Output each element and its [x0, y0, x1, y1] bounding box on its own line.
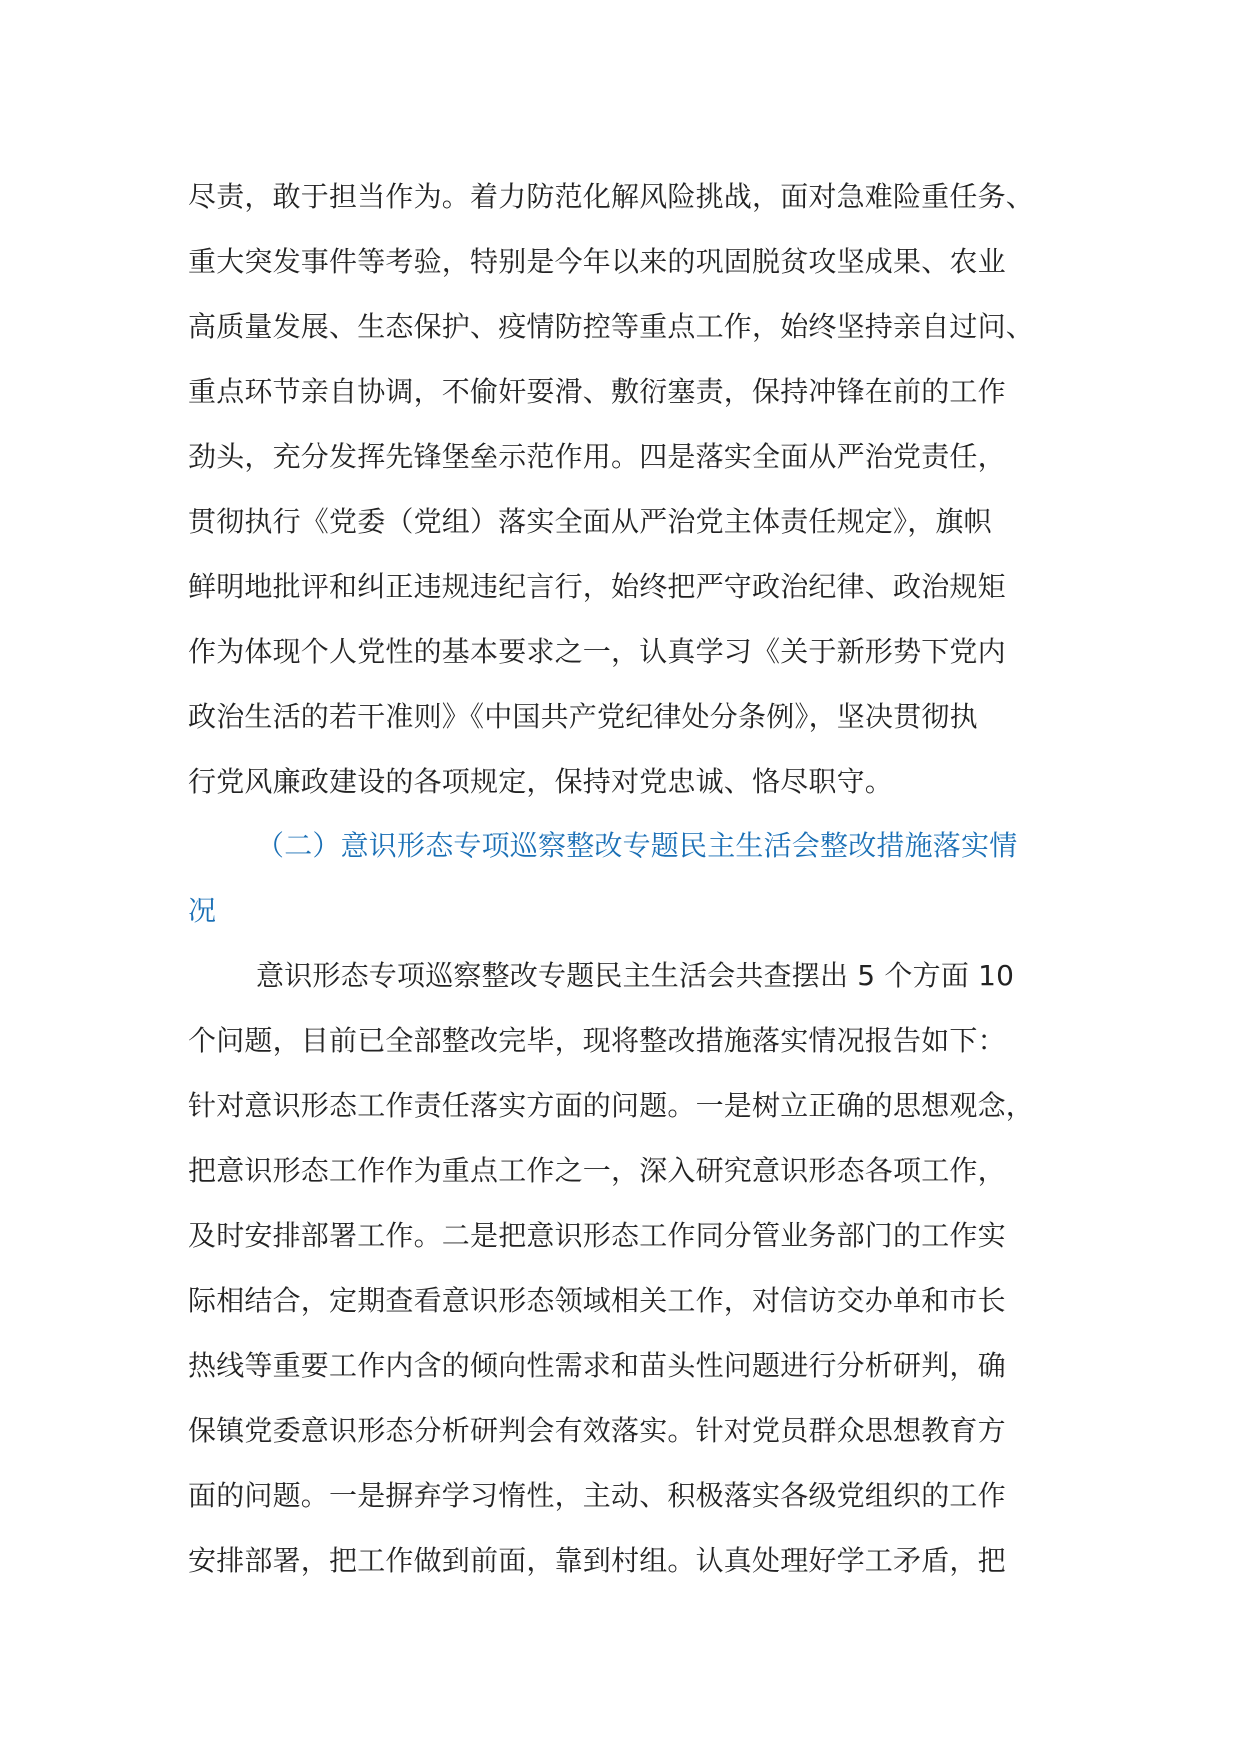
- heading-line: （二）意识形态专项巡察整改专题民主生活会整改措施落实情: [256, 829, 1018, 862]
- text-line: 际相结合，定期查看意识形态领域相关工作，对信访交办单和市长: [188, 1284, 1006, 1317]
- text-line: 热线等重要工作内含的倾向性需求和苗头性问题进行分析研判，确: [188, 1349, 1006, 1382]
- text-line: 高质量发展、生态保护、疫情防控等重点工作，始终坚持亲自过问、: [188, 310, 1035, 343]
- text-line: 重大突发事件等考验，特别是今年以来的巩固脱贫攻坚成果、农业: [188, 245, 1006, 278]
- text-line: 及时安排部署工作。二是把意识形态工作同分管业务部门的工作实: [188, 1219, 1006, 1252]
- body-paragraph-continued: [188, 164, 1088, 814]
- text-line: 作为体现个人党性的基本要求之一，认真学习《关于新形势下党内: [188, 635, 1006, 668]
- text-line: 安排部署，把工作做到前面，靠到村组。认真处理好学工矛盾，把: [188, 1544, 1006, 1577]
- body-paragraph-section: [188, 943, 1088, 1593]
- section-heading: [188, 813, 1088, 943]
- text-line: 尽责，敢于担当作为。着力防范化解风险挑战，面对急难险重任务、: [188, 180, 1035, 213]
- text-line: 意识形态专项巡察整改专题民主生活会共查摆出 5 个方面 10: [256, 959, 1015, 992]
- text-line: 重点环节亲自协调，不偷奸耍滑、敷衍塞责，保持冲锋在前的工作: [188, 375, 1006, 408]
- text-line: 贯彻执行《党委（党组）落实全面从严治党主体责任规定》，旗帜: [188, 505, 992, 538]
- text-line: 保镇党委意识形态分析研判会有效落实。针对党员群众思想教育方: [188, 1414, 1006, 1447]
- text-line: 把意识形态工作作为重点工作之一，深入研究意识形态各项工作，: [188, 1154, 1006, 1187]
- text-line: 行党风廉政建设的各项规定，保持对党忠诚、恪尽职守。: [188, 765, 894, 798]
- text-line: 个问题，目前已全部整改完毕，现将整改措施落实情况报告如下：: [188, 1024, 1006, 1057]
- text-line: 针对意识形态工作责任落实方面的问题。一是树立正确的思想观念，: [188, 1089, 1035, 1122]
- text-line: 政治生活的若干准则》《中国共产党纪律处分条例》，坚决贯彻执: [188, 700, 978, 733]
- text-line: 鲜明地批评和纠正违规违纪言行，始终把严守政治纪律、政治规矩: [188, 570, 1006, 603]
- text-line: 面的问题。一是摒弃学习惰性，主动、积极落实各级党组织的工作: [188, 1479, 1006, 1512]
- heading-line: 况: [188, 894, 217, 927]
- text-line: 劲头，充分发挥先锋堡垒示范作用。四是落实全面从严治党责任，: [188, 440, 1006, 473]
